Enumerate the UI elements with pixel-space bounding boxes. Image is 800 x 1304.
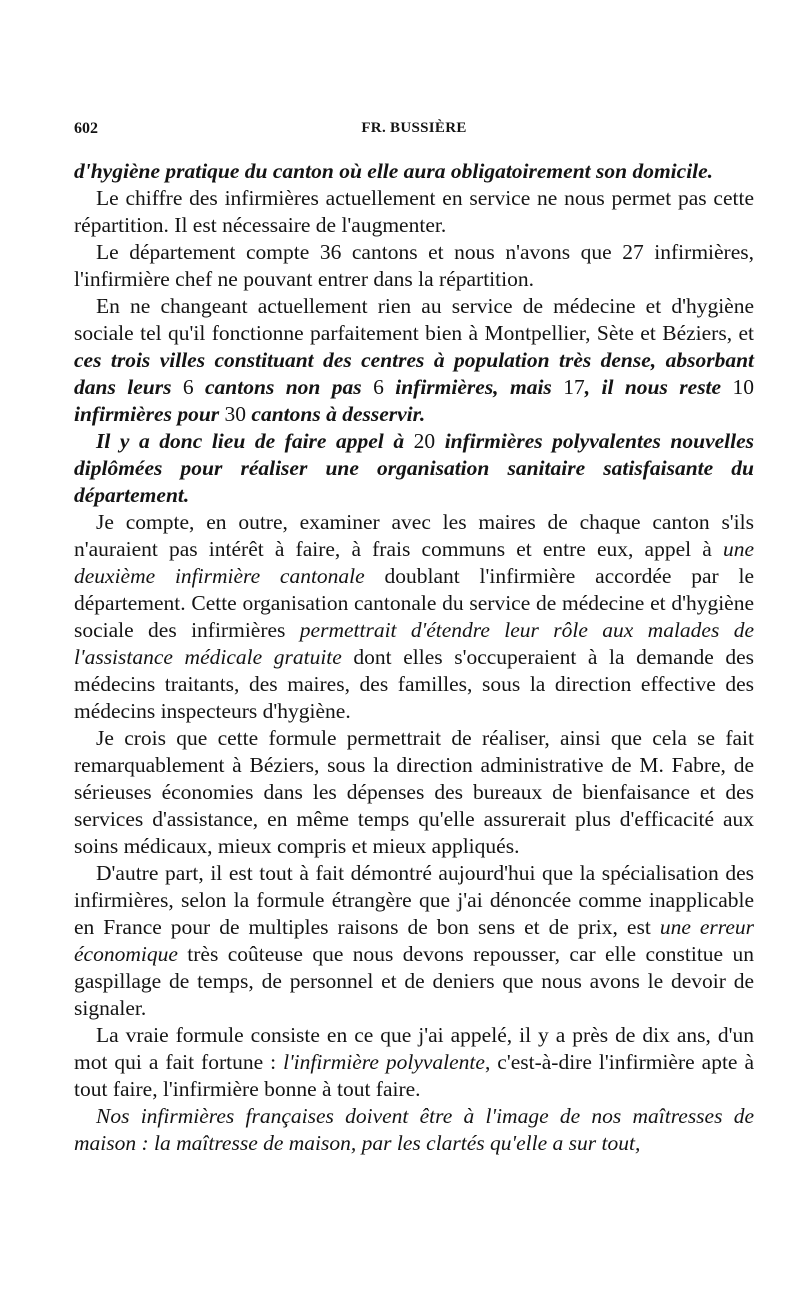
italic-text: permettrait d'étendre leur rôle aux malades de l'assistance médicale gratuite [74,618,754,669]
text-run: 20 [413,429,436,453]
emphasized-text: infirmières pour [74,402,225,426]
emphasized-text: , il nous reste [584,375,733,399]
text-run: 17 [563,375,585,399]
text-run: 6 [373,375,384,399]
emphasized-text: cantons à desservir. [246,402,426,426]
emphasized-text: d'hygiène pratique du canton où elle aura obligatoirement son domicile. [74,159,714,183]
book-page [74,120,754,1157]
text-run: Le chiffre des infirmières actuellement en service ne nous permet pas cette répartition. Il est nécessaire de l'augmenter. [74,186,754,237]
body-text [74,158,754,1157]
italic-text: une erreur économique [74,915,755,966]
text-run: Je compte, en outre, examiner avec les maires de chaque canton s'ils n'auraient pas intérêt à faire, à frais communs et entre eux, appel à [74,510,754,561]
text-run: La vraie formule consiste en ce que j'ai appelé, il y a près de dix ans, d'un mot qui a fait fortune : [74,1023,754,1074]
paragraph [74,428,754,509]
italic-text: Nos infirmières françaises doivent être à l'image de nos maîtresses de maison : la maîtresse de maison, par les clartés qu'elle a sur tout, [74,1104,754,1155]
paragraph [74,158,754,185]
italic-text: l'infirmière polyvalente [283,1050,485,1074]
paragraph [74,1103,754,1157]
paragraph [74,725,754,860]
emphasized-text: infirmières, mais [383,375,564,399]
text-run: très coûteuse que nous devons repousser, car elle constitue un gaspillage de temps, de personnel et de deniers que nous avons le devoir de signaler. [74,942,754,1020]
text-run: 10 [732,375,754,399]
running-title: FR. BUSSIÈRE [361,120,467,136]
text-run: En ne changeant actuellement rien au service de médecine et d'hygiène sociale tel qu'il fonctionne parfaitement bien à Montpellier, Sète et Béziers, et [74,294,754,345]
paragraph [74,860,754,1022]
paragraph [74,239,754,293]
paragraph [74,293,754,428]
emphasized-text: infirmières polyvalentes nouvelles diplômées pour réaliser une organisation sanitaire satisfaisante du département. [74,429,755,507]
text-run: D'autre part, il est tout à fait démontré aujourd'hui que la spécialisation des infirmières, selon la formule étrangère que j'ai dénoncée comme inapplicable en France pour de multiples raisons de bon sens et de prix, est [74,861,754,939]
text-run: Je crois que cette formule permettrait de réaliser, ainsi que cela se fait remarquablement à Béziers, sous la direction administrative de M. Fabre, de sérieuses économies dans les dépenses des bureaux de bienfaisance et des services d'assistance, en même temps qu'elle assurerait plus d'efficacité aux soins médicaux, mieux compris et mieux appliqués. [74,726,754,858]
text-run: Le département compte 36 cantons et nous n'avons que 27 infirmières, l'infirmière chef ne pouvant entrer dans la répartition. [74,240,754,291]
paragraph [74,185,754,239]
emphasized-text: ces trois villes constituant des centres à population très dense, absorbant dans leurs [74,348,754,399]
page-number: 602 [74,120,98,137]
text-run: doublant l'infirmière accordée par le département. Cette organisation cantonale du service de médecine et d'hygiène sociale des infirmières [74,564,754,642]
emphasized-text: cantons non pas [193,375,374,399]
text-run: 30 [224,402,247,426]
running-head [74,120,754,146]
paragraph [74,1022,754,1103]
italic-text: une deuxième infirmière cantonale [74,537,754,588]
emphasized-text: Il y a donc lieu de faire appel à [96,429,414,453]
text-run: dont elles s'occuperaient à la demande des médecins traitants, des maires, des familles, sous la direction effective des médecins inspecteurs d'hygiène. [74,645,754,723]
text-run: , c'est-à-dire l'infirmière apte à tout faire, l'infirmière bonne à tout faire. [74,1050,754,1101]
text-run: 6 [182,375,194,399]
paragraph [74,509,754,725]
